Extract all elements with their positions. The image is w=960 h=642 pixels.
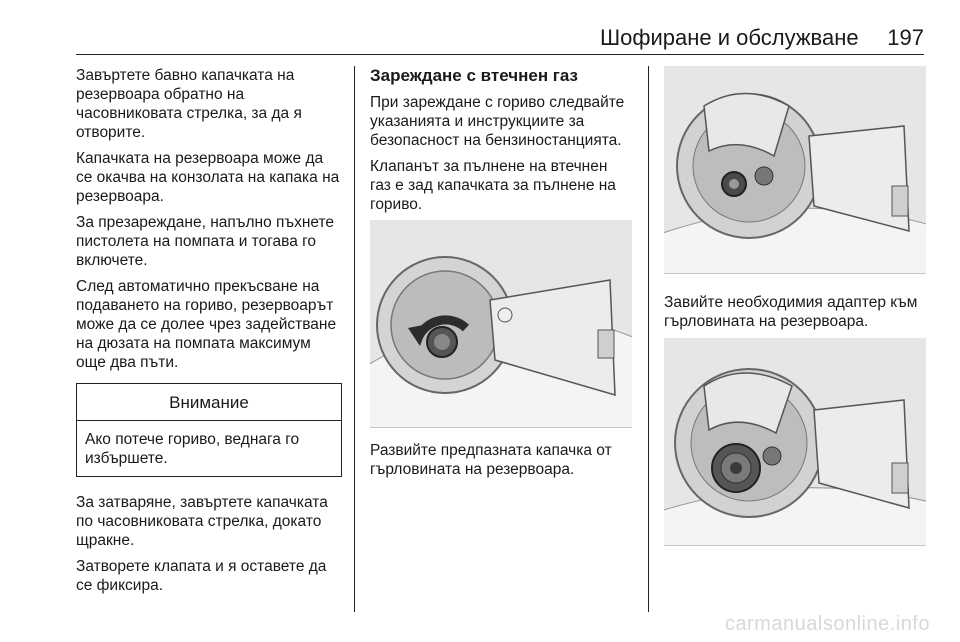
paragraph: След автоматично прекъсване на подаването на гориво, резервоарът може да се долее чрез задействане на дюзата на помпата максимум още два пъти. [76, 278, 337, 371]
warning-box [76, 383, 342, 477]
figure-lpg-valve [664, 66, 926, 274]
figure-attach-adapter [664, 338, 926, 546]
fuel-filler-illustration [370, 220, 632, 428]
figure-unscrew-cap [370, 220, 632, 428]
paragraph: За презареждане, напълно пъхнете пистолета на помпата и тогава го включете. [76, 214, 335, 269]
paragraph: Капачката на резервоара може да се окачва на конзолата на капака на резервоара. [76, 150, 340, 205]
caption-text: Завийте необходимия адаптер към гърловината на резервоара. [664, 294, 918, 330]
adapter-illustration [664, 338, 926, 546]
column-divider [354, 66, 355, 612]
figure-caption [370, 441, 632, 486]
column-1 [76, 66, 342, 602]
column-2 [370, 66, 632, 221]
watermark: carmanualsonline.info [724, 613, 930, 635]
section-heading: Зареждане с втечнен газ [370, 66, 579, 85]
warning-title: Внимание [77, 384, 341, 421]
paragraph: При зареждане с гориво следвайте указанията и инструкциите за безопасност на бензиностанцията. [370, 94, 625, 149]
paragraph: Клапанът за пълнене на втечнен газ е зад капачката за пълнене на гориво. [370, 158, 616, 213]
paragraph: Завъртете бавно капачката на резервоара обратно на часовниковата стрелка, за да я отворите. [76, 67, 302, 141]
paragraph: Затворете клапата и я оставете да се фиксира. [76, 558, 327, 594]
lpg-valve-illustration [664, 66, 926, 274]
header-title: Шофиране и обслужване [600, 25, 859, 50]
caption-text: Развийте предпазната капачка от гърловината на резервоара. [370, 442, 612, 478]
warning-body: Ако потече гориво, веднага го избършете. [85, 431, 300, 467]
paragraph: За затваряне, завъртете капачката по часовниковата стрелка, докато щракне. [76, 494, 328, 549]
column-3 [664, 293, 926, 338]
column-divider [648, 66, 649, 612]
page-number: 197 [887, 25, 924, 50]
header-rule [76, 54, 924, 55]
